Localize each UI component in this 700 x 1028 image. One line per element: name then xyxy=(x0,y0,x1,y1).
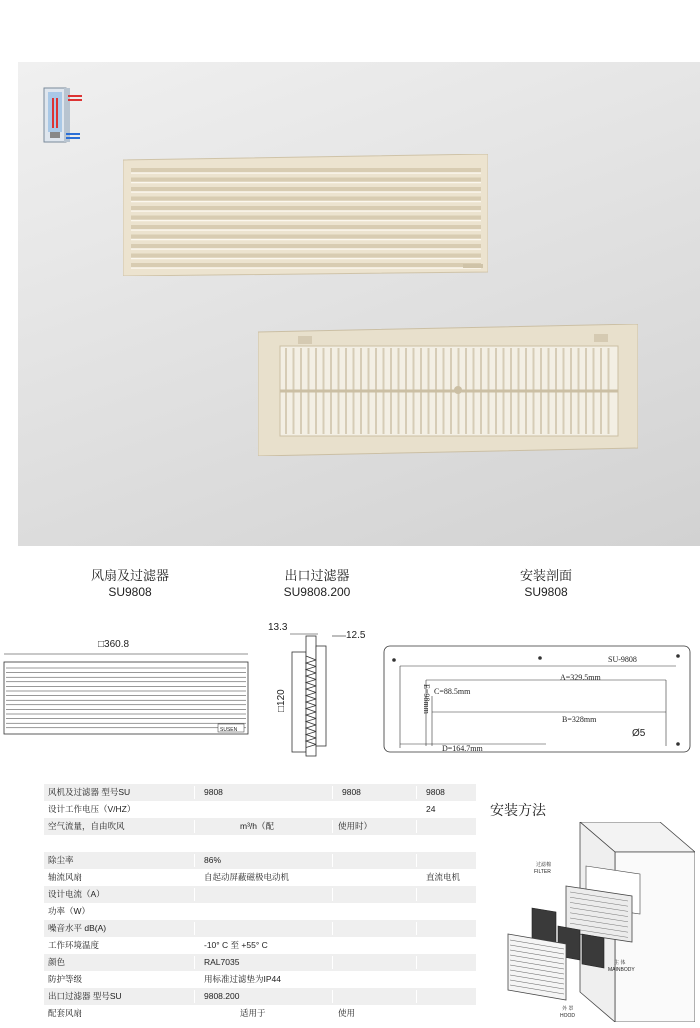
caption-outlet-filter xyxy=(237,568,397,600)
section-dim-a: A=329.5mm xyxy=(560,673,601,682)
caption-install-section xyxy=(466,568,626,600)
cell-divider xyxy=(332,1007,333,1020)
side-depth-dim: 13.3 xyxy=(268,622,288,633)
spec-label: 防护等级 xyxy=(48,974,83,984)
spec-value-1: 9808 xyxy=(204,787,223,797)
cell-divider xyxy=(194,990,195,1003)
spec-label: 噪音水平 dB(A) xyxy=(48,923,107,933)
table-row xyxy=(44,954,476,971)
spec-label: 轴流风扇 xyxy=(48,872,83,882)
label-mainbody-en: MAINBODY xyxy=(608,967,635,973)
cell-divider xyxy=(332,939,333,952)
spec-table xyxy=(44,784,476,1022)
cell-divider xyxy=(332,905,333,918)
table-gap xyxy=(44,835,476,852)
spec-label: 除尘率 xyxy=(48,855,74,865)
cell-divider xyxy=(416,888,417,901)
spec-value-2: 使用时） xyxy=(338,821,373,831)
front-view-drawing xyxy=(2,632,250,742)
section-dim-b: B=328mm xyxy=(562,715,597,724)
brand-tag: SUSEN xyxy=(220,727,238,733)
label-filter-en: FILTER xyxy=(534,869,551,875)
install-method-title: 安装方法 xyxy=(490,802,546,818)
spec-value-1: 适用于 xyxy=(240,1008,266,1018)
section-hole-dim: Ø5 xyxy=(632,728,646,739)
cell-divider xyxy=(332,973,333,986)
cell-divider xyxy=(416,939,417,952)
section-dim-d: D=164.7mm xyxy=(442,744,483,753)
cell-divider xyxy=(416,922,417,935)
spec-value-2: 使用 xyxy=(338,1008,356,1018)
spec-value-1: m³/h（配 xyxy=(240,821,275,831)
spec-value-1: 用标准过滤垫为IP44 xyxy=(204,974,281,984)
label-filter-zh: 过滤棉 xyxy=(536,862,552,868)
cell-divider xyxy=(332,956,333,969)
cell-divider xyxy=(194,973,195,986)
spec-value-1: -10° C 至 +55° C xyxy=(204,940,268,950)
spec-label: 空气流量，自由吹风 xyxy=(48,821,125,831)
cell-divider xyxy=(194,786,195,799)
spec-value-1: 86% xyxy=(204,855,222,865)
spec-value-3: 24 xyxy=(426,804,436,814)
spec-value-1: 自起动屏蔽磁极电动机 xyxy=(204,872,290,882)
spec-label: 功率（W） xyxy=(48,906,91,916)
cell-divider xyxy=(332,820,333,833)
cell-divider xyxy=(332,888,333,901)
cell-divider xyxy=(194,803,195,816)
spec-label: 风机及过滤器 型号SU xyxy=(48,787,131,797)
grille-front-photo xyxy=(123,154,488,276)
caption-fan-filter xyxy=(50,568,210,600)
cell-divider xyxy=(416,854,417,867)
section-dim-e: E=98mm xyxy=(422,684,431,714)
filter-back-photo xyxy=(258,324,638,456)
front-width-dim: □360.8 xyxy=(98,639,130,650)
cell-divider xyxy=(332,990,333,1003)
spec-label: 设计工作电压（V/HZ） xyxy=(48,804,136,814)
cell-divider xyxy=(194,922,195,935)
cell-divider xyxy=(194,871,195,884)
caption-install-section-zh: 安装剖面 xyxy=(519,568,572,583)
cell-divider xyxy=(194,1007,195,1020)
install-exploded-diagram xyxy=(490,822,695,1022)
cell-divider xyxy=(416,1007,417,1020)
install-section-drawing xyxy=(380,640,696,758)
cell-divider xyxy=(194,820,195,833)
cell-divider xyxy=(416,820,417,833)
cell-divider xyxy=(416,905,417,918)
cell-divider xyxy=(416,956,417,969)
spec-value-3: 直流电机 xyxy=(426,872,461,882)
cell-divider xyxy=(332,854,333,867)
side-filter-dim: 12.5 xyxy=(346,630,366,641)
table-row xyxy=(44,801,476,818)
spec-value-1: RAL7035 xyxy=(204,957,240,967)
table-row xyxy=(44,784,476,801)
table-row xyxy=(44,937,476,954)
table-row xyxy=(44,1005,476,1022)
spec-label: 工作环境温度 xyxy=(48,940,100,950)
cell-divider xyxy=(332,871,333,884)
spec-label: 设计电流（A） xyxy=(48,889,105,899)
side-height-dim: □120 xyxy=(276,689,287,712)
cell-divider xyxy=(332,786,333,799)
table-row xyxy=(44,852,476,869)
side-view-drawing xyxy=(262,616,372,764)
cell-divider xyxy=(416,973,417,986)
caption-install-section-model: SU9808 xyxy=(524,585,568,599)
product-photo-panel xyxy=(18,62,700,546)
section-model-label: SU-9808 xyxy=(608,655,637,664)
table-row xyxy=(44,920,476,937)
cabinet-airflow-icon xyxy=(38,84,84,146)
cell-divider xyxy=(416,871,417,884)
cell-divider xyxy=(416,803,417,816)
table-row xyxy=(44,971,476,988)
table-row xyxy=(44,903,476,920)
label-mainbody-zh: 主 体 xyxy=(614,960,626,966)
spec-value-3: 9808 xyxy=(426,787,445,797)
cell-divider xyxy=(194,956,195,969)
cell-divider xyxy=(194,854,195,867)
table-row xyxy=(44,988,476,1005)
spec-label: 出口过滤器 型号SU xyxy=(48,991,122,1001)
caption-fan-filter-zh: 风扇及过滤器 xyxy=(90,568,169,583)
label-hood-en: HOOD xyxy=(560,1013,575,1019)
section-dim-c: C=88.5mm xyxy=(434,687,471,696)
label-hood-zh: 外 罩 xyxy=(562,1006,574,1012)
caption-outlet-filter-model: SU9808.200 xyxy=(283,585,351,599)
table-row xyxy=(44,869,476,886)
cell-divider xyxy=(332,803,333,816)
cell-divider xyxy=(194,905,195,918)
cell-divider xyxy=(194,888,195,901)
spec-value-1: 9808.200 xyxy=(204,991,240,1001)
spec-value-2: 9808 xyxy=(342,787,361,797)
cell-divider xyxy=(416,990,417,1003)
cell-divider xyxy=(194,939,195,952)
table-row xyxy=(44,818,476,835)
cell-divider xyxy=(332,922,333,935)
spec-label: 颜色 xyxy=(48,957,66,967)
spec-label: 配套风扇 xyxy=(48,1008,83,1018)
table-row xyxy=(44,886,476,903)
cell-divider xyxy=(416,786,417,799)
caption-fan-filter-model: SU9808 xyxy=(108,585,152,599)
caption-outlet-filter-zh: 出口过滤器 xyxy=(284,568,350,583)
